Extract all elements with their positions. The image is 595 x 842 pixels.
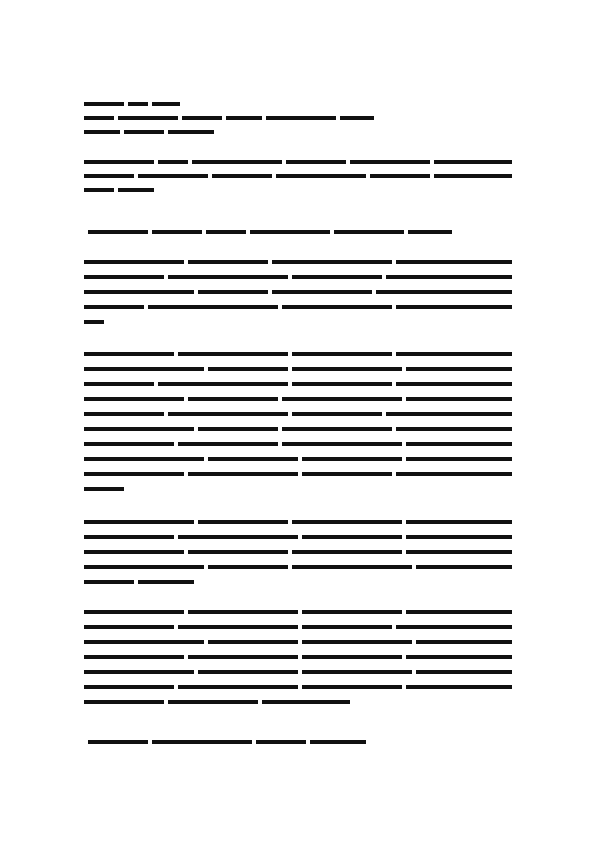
header-line [84, 116, 374, 120]
header-line [84, 130, 214, 134]
header-line [84, 102, 180, 106]
closing-line [88, 740, 366, 744]
section-heading [88, 230, 452, 234]
